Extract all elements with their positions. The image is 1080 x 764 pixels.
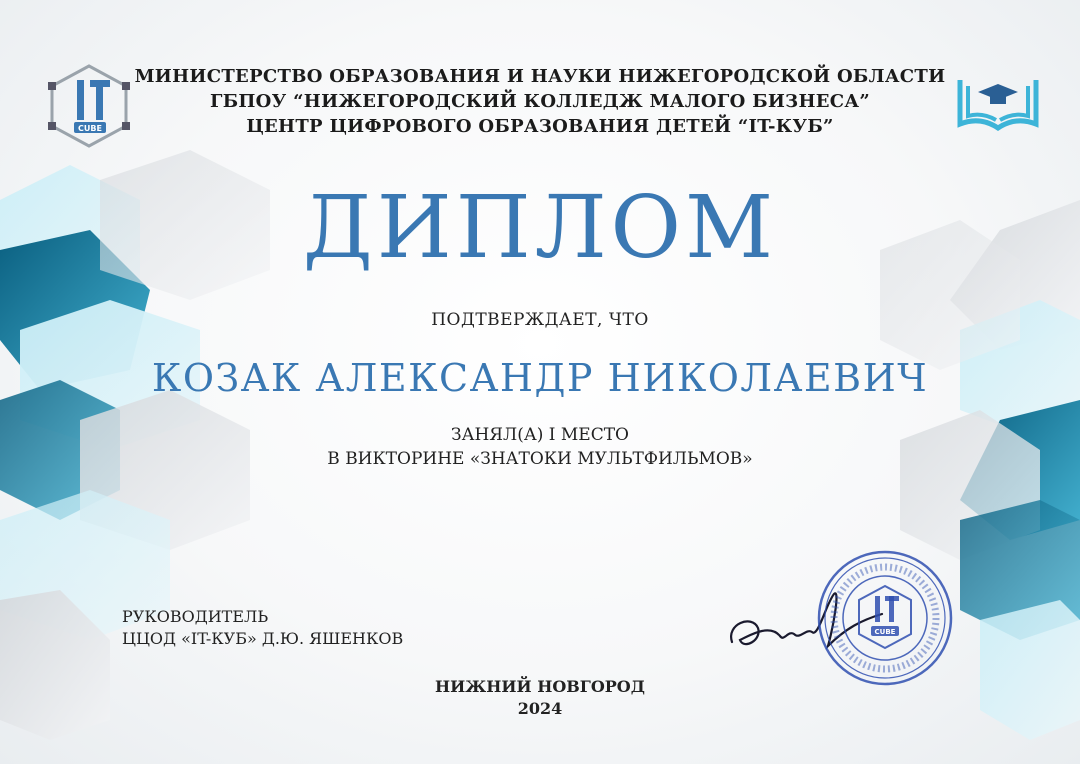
diploma-title: ДИПЛОМ <box>302 178 778 278</box>
header-block <box>0 64 1080 139</box>
signer-name: ЦЦОД «IT-КУБ» Д.Ю. ЯШЕНКОВ <box>122 629 404 648</box>
recipient-name: КОЗАК АЛЕКСАНДР НИКОЛАЕВИЧ <box>151 356 929 400</box>
svg-text:CUBE: CUBE <box>874 628 896 636</box>
ministry-line: МИНИСТЕРСТВО ОБРАЗОВАНИЯ И НАУКИ НИЖЕГОРОДСКОЙ ОБЛАСТИ <box>134 66 946 87</box>
footer-block <box>0 676 1080 720</box>
signer-title: РУКОВОДИТЕЛЬ <box>122 607 269 626</box>
college-line: ГБПОУ “НИЖЕГОРОДСКИЙ КОЛЛЕДЖ МАЛОГО БИЗНЕСА” <box>209 91 871 112</box>
city-name: НИЖНИЙ НОВГОРОД <box>435 677 645 696</box>
achievement-event: В ВИКТОРИНЕ «ЗНАТОКИ МУЛЬТФИЛЬМОВ» <box>327 449 753 469</box>
svg-text:CUBE: CUBE <box>78 124 102 133</box>
center-line: ЦЕНТР ЦИФРОВОГО ОБРАЗОВАНИЯ ДЕТЕЙ “IT-КУБ” <box>246 116 834 137</box>
confirms-text: ПОДТВЕРЖДАЕТ, ЧТО <box>431 310 649 330</box>
achievement-block <box>0 423 1080 471</box>
achievement-place: ЗАНЯЛ(А) I МЕСТО <box>451 425 629 445</box>
year: 2024 <box>517 699 563 718</box>
signer-block <box>122 606 403 650</box>
round-seal-stamp-icon <box>815 548 955 688</box>
